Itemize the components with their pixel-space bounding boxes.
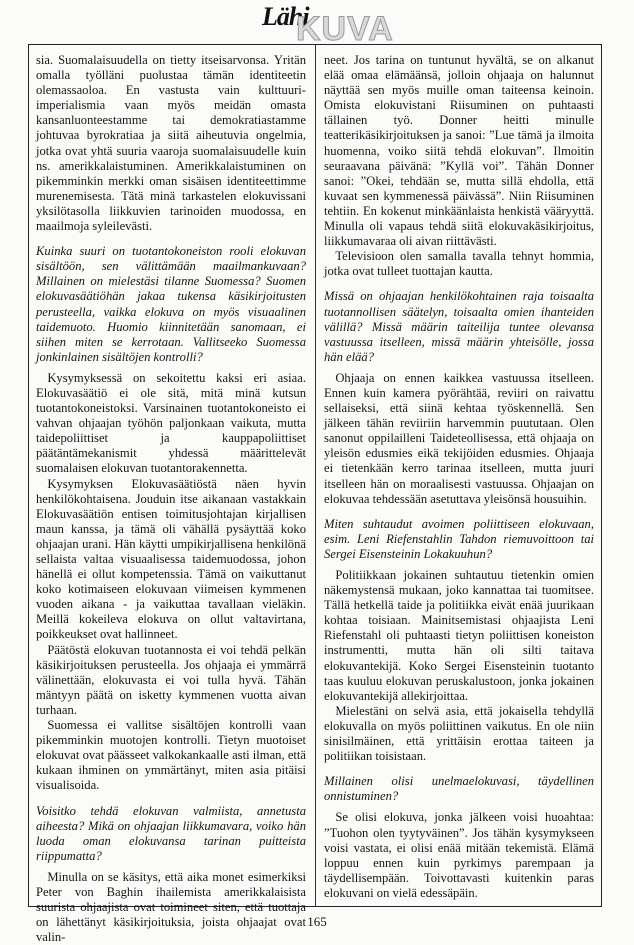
paragraph: Kysymyksessä on sekoitettu kaksi eri asiaa. Elokuvasäätiö ei ole sitä, mitä minä kutsun tuotantokoneistoksi. Varsinainen tuotantokoneisto ei vahvan ohjaajan työhön paljonkaan vaikuta, mutta taidepoliittiset ja kauppapoliittiset päätäntämekanismit yhdessä määrittelevät suomalaisen elokuvan tuotantorakennetta. bbox=[36, 370, 306, 476]
paragraph: sia. Suomalaisuudella on tietty itseisarvonsa. Yritän omalla työlläni puolustaa tämän identiteetin olemassaoloa. En vastusta vain kulttuuri-imperialismia vaan myös meidän omasta kansanluonteestamme tai demokratiastamme johtuvaa byrokratiaa ja siitä aiheutuvia ongelmia, jotka ovat yhtä suuria vaaroja suomalaisuudelle kuin ns. amerikkalaistuminen. Amerikkalaistuminen on pikemminkin merkki oman sisäisen identiteettimme murenemisesta. Tätä minä tarkastelen elokuvissani yksilötasolla liikkuvien tarinoiden muodossa, en maailmoja syleilevästi. bbox=[36, 53, 306, 234]
paragraph: Kysymyksen Elokuvasäätiöstä näen hyvin henkilökohtaisena. Jouduin itse aikanaan vastakkain Elokuvasäätiön entisen toimitusjohtajan kirjallisen maun kanssa, ja tämä oli vähällä pysäyttää koko ohjaajan urani. Hän käytti umpikirjallisena henkilönä sellaista valtaa visuaalisessa taidemuodossa, johon hänellä ei ollut kompetenssia. Tämä on vaikuttanut koko kotimaiseen elokuvaan viimeisen kymmenen vuoden aikana - ja vaikuttaa tavallaan vieläkin. Meillä kokeileva elokuva on ollut valtavirtana, poikkeukset ovat hallinneet. bbox=[36, 476, 306, 642]
paragraph: Mielestäni on selvä asia, että jokaisella tehdyllä elokuvalla on myös poliittinen vaikutus. En ole niin sinisilmäinen, että yrittäisin erottaa taiteen ja politiikan toisistaan. bbox=[324, 703, 594, 764]
interview-question: Voisitko tehdä elokuvan valmiista, annetusta aiheesta? Mikä on ohjaajan liikkumavara, voiko hän luoda oman elokuvansa tarinan puitteista riippumatta? bbox=[36, 803, 306, 863]
column-divider bbox=[315, 45, 316, 906]
paragraph: Se olisi elokuva, jonka jälkeen voisi huoahtaa: ”Tuohon olen tyytyväinen”. Jos tähän kysymykseen voisi vastata, ei olisi enää mitään tekemistä. Elämä loppuu ennen kuin pyrkimys parempaan ja täydellisempään. Toivottavasti kuitenkin paras elokuvani on vielä edessäpäin. bbox=[324, 810, 594, 900]
interview-question: Kuinka suuri on tuotantokoneiston rooli elokuvan sisältöön, sen välittämään maailmankuvaan? Millainen on mielestäsi tilanne Suomessa? Suomen elokuvasäätiöhän jakaa tukensa käsikirjoitusten perusteella, vaikka elokuva on myös visuaalinen taidemuoto. Huomio kiinnitetään sanomaan, ei siihen miten se kerrotaan. Vallitseeko Suomessa jonkinlainen sisältöjen kontrolli? bbox=[36, 244, 306, 364]
paragraph: Päätöstä elokuvan tuotannosta ei voi tehdä pelkän käsikirjoituksen perusteella. Jos ohjaaja ei ymmärrä välinettään, elokuvasta ei voi tulla hyvä. Tähän mäntyyn päätä on isketty kymmenen vuotta aivan turhaan. bbox=[36, 642, 306, 717]
magazine-logo bbox=[262, 2, 394, 48]
paragraph: Suomessa ei vallitse sisältöjen kontrolli vaan pikemminkin muotojen kontrolli. Tietyn muotoiset elokuvat ovat päässeet valkokankaalle asti ilman, että kukaan ihminen on ymmärtänyt, miten asia pitäisi visualisoida. bbox=[36, 718, 306, 793]
paragraph: Minulla on se käsitys, että aika monet esimerkiksi Peter von Baghin ihailemista amerikkalaisista suurista ohjaajista ovat toimineet siten, että tuottaja on lähettänyt käsikirjoituksia, joista ohjaajat ovat valin- bbox=[36, 869, 306, 945]
logo-block-text: KUVA bbox=[296, 10, 394, 48]
interview-question: Missä on ohjaajan henkilökohtainen raja toisaalta tuotannollisen säätelyn, toisaalta omien ihanteiden välillä? Missä määrin taiteilija tuntee olevansa vastuussa itselleen, missä määrin yhteisölle, jossa hän elää? bbox=[324, 289, 594, 364]
page-number: 165 bbox=[307, 914, 327, 929]
paragraph: Televisioon olen samalla tavalla tehnyt hommia, jotka ovat tulleet tuottajan kautta. bbox=[324, 249, 594, 279]
paragraph: Politiikkaan jokainen suhtautuu tietenkin omien näkemystensä mukaan, joko kannattaa tai tuomitsee. Tällä hetkellä taide ja politiikka eivät enää juurikaan kohtaa toisiaan. Mainitsemistasi ohjaajista Leni Riefenstahl oli puhtaasti tietyn poliittisen koneiston instrumentti, mutta hän oli silti taitava elokuvantekijä. Koko Sergei Eisensteinin tuotanto taas kuuluu elokuvan peruskalustoon, jonka jokainen elokuvantekijä allekirjoittaa. bbox=[324, 568, 594, 703]
paragraph: neet. Jos tarina on tuntunut hyvältä, se on alkanut elää omaa elämäänsä, jolloin ohjaaja on halunnut näyttää sen myös muille oman taiteensa keinoin. Omista elokuvistani Riisuminen on puhtaasti tällainen työ. Donner heitti minulle teatterikäsikirjoituksen ja sanoi: ”Lue tämä ja ilmoita huomenna, voiko siitä tehdä elokuvan”. Ilmoitin seuraavana päivänä: ”Kyllä voi”. Tähän Donner sanoi: ”Okei, tehdään se, mutta sillä ehdolla, että kuvaat sen kymmenessä päivässä”. Niin Riisuminen tehtiin. En kokenut minkäänlaista henkistä vääryyttä. Minulla oli vapaus tehdä siitä elokuvakäsikirjoitus, liikkumavaraa oli aivan riittävästi. bbox=[324, 53, 594, 249]
logo-script-text: Lähi bbox=[262, 2, 309, 31]
left-column bbox=[36, 53, 306, 945]
interview-question: Miten suhtaudut avoimen poliittiseen elokuvaan, esim. Leni Riefenstahlin Tahdon riemuvoittoon tai Sergei Eisensteinin Lokakuuhun? bbox=[324, 516, 594, 561]
right-column bbox=[324, 53, 594, 901]
interview-question: Millainen olisi unelmaelokuvasi, täydellinen onnistuminen? bbox=[324, 774, 594, 804]
paragraph: Ohjaaja on ennen kaikkea vastuussa itselleen. Ennen kuin kamera pyörähtää, reviiri on raivattu sellaiseksi, että siinä kehtaa työskennellä. Sen jälkeen tähän reviiriin harvemmin puututaan. Olen sanonut oppilailleni Taideteollisessa, että ohjaaja on yleisön edusmies eikä tekijöiden edusmies. Ohjaaja ei tietenkään kerro tarinaa itselleen, mutta juuri itselleen hän on moraalisesti vastuussa. Ohjaajan on elokuvaa tehdessään asetuttava yleisönsä housuihin. bbox=[324, 370, 594, 506]
